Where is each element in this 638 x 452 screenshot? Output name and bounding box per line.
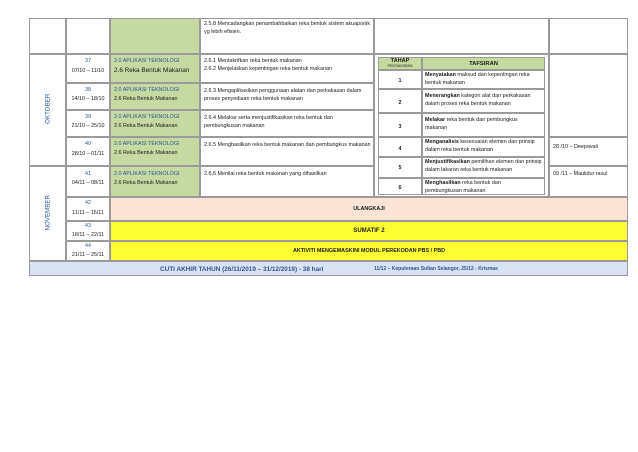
ulangkaji-row [110,197,628,221]
tafsiran-desc-cell [422,89,545,113]
level-number: 5 [398,165,402,171]
week-cell [66,54,110,83]
ulangkaji-label: ULANGKAJI [353,206,385,212]
level-number: 4 [398,146,402,152]
tahap-sub-label: PENTAKSIRAN [387,64,413,68]
level-number: 1 [398,78,402,84]
tafsiran-desc-cell [422,113,545,137]
topic-cell [110,110,200,137]
topic-unit: 2.6 Reka Bentuk Makanan [114,180,178,186]
top-empty-topic [110,18,200,54]
level-cell [378,113,422,137]
standard-cell [200,137,374,166]
month-label-november: NOVEMBER [44,195,52,231]
tahap-label: TAHAP [390,58,410,64]
sumatif-label: SUMATIF 2 [353,228,385,234]
week-cell [66,166,110,197]
standard-cell [200,54,374,83]
topic-title: 2.0 APLIKASI TEKNOLOGI [114,114,180,120]
week-cell [66,241,110,261]
notes-cell [549,137,628,166]
holiday-main-text: CUTI AKHIR TAHUN (26/11/2019 – 31/12/2019) - 38 hari [160,266,324,273]
standard-cell [200,110,374,137]
topic-title: 2.0 APLIKASI TEKNOLOGI [114,58,180,64]
topic-title: 2.0 APLIKASI TEKNOLOGI [114,87,180,93]
week-cell [66,83,110,110]
week-date: 18/11 – 22/11 [71,232,105,238]
top-empty-tafsiran [374,18,549,54]
week-number: 43 [85,223,91,229]
week-number: 39 [85,114,91,120]
top-empty-notes [549,18,628,54]
sumatif-row [110,221,628,241]
top-empty-week [66,18,110,54]
topic-unit: 2.6 Reka Bentuk Makanan [114,96,178,102]
topic-cell [110,83,200,110]
standard-cell [200,166,374,197]
topic-unit: 2.6 Reka Bentuk Makanan [114,67,190,74]
note-maulidur-rasul: 09 /11 – Maulidur rasul [553,171,608,177]
level-cell [378,157,422,178]
week-cell [66,110,110,137]
week-number: 37 [85,58,91,64]
tafsiran-header-tafsiran [422,57,545,70]
week-date: 14/10 – 18/10 [71,96,105,102]
week-date: 11/11 – 15/11 [72,210,104,216]
topic-title: 2.0 APLIKASI TEKNOLOGI [114,141,180,147]
week-number: 44 [85,243,91,249]
tafsiran-desc: Melakar reka bentuk dan pembungkus makanan [425,117,518,131]
topic-cell [110,137,200,166]
tafsiran-label: TAFSIRAN [469,61,498,67]
standard-text: 2.6.1 Mentakrifkan reka bentuk makanan 2.6.2 Menjelaskan kepentingan reka bentuk makanan [204,58,332,72]
level-number: 2 [398,100,402,106]
level-number: 3 [398,124,402,130]
tafsiran-desc-cell [422,178,545,195]
week-cell [66,221,110,241]
top-empty-month [29,18,66,54]
note-deepavali: 28 /10 – Deepavali [553,144,598,150]
standard-text: 2.6.4 Melakar serta menjustifikasikan reka bentuk dan pembungkusan makanan [204,115,333,129]
level-cell [378,89,422,113]
topic-cell [110,54,200,83]
level-cell [378,70,422,89]
tafsiran-desc: Menjustifikasikan pemilihan elemen dan prinsip dalam lakaran reka bentuk makanan [425,159,542,173]
notes-cell [549,166,628,197]
tafsiran-desc-cell [422,70,545,89]
topic-unit: 2.6 Reka Bentuk Makanan [114,123,178,129]
standard-text: 2.6.5 Menghasilkan reka bentuk makanan dan pembungkus makanan [204,142,371,148]
week-date: 07/10 – 11/10 [71,68,105,74]
week-date: 21/11 – 25/11 [71,252,105,258]
standard-text: 2.6.6 Menilai reka bentuk makanan yang dihasilkan [204,171,327,177]
tafsiran-header-tahap [378,57,422,70]
topic-cell [110,166,200,197]
standard-cell [200,83,374,110]
topic-unit: 2.6 Reka Bentuk Makanan [114,150,178,156]
month-cell-november [29,166,66,261]
level-cell [378,137,422,157]
tafsiran-desc: Menganalisis kesesuaian elemen dan prinsip dalam reka bentuk makanan [425,139,535,153]
week-cell [66,197,110,221]
tafsiran-desc: Menghasilkan reka bentuk dan pembungkusan makanan [425,180,501,194]
topic-title: 2.0 APLIKASI TEKNOLOGI [114,171,180,177]
notes-empty [549,54,628,137]
level-number: 6 [398,185,402,191]
tafsiran-desc: Menerangkan kategori alat dan perkakasan dalam proses reka bentuk makanan [425,93,531,107]
holiday-extra-text: 11/12 – Keputeraan Sultan Selangor, 25/12 - Krismas [374,266,498,272]
holiday-footer-row [29,261,628,276]
month-label-oktober: OKTOBER [44,93,52,124]
tafsiran-desc-cell [422,137,545,157]
week-date: 21/10 – 25/10 [71,123,105,129]
aktiviti-row [110,241,628,261]
week-date: 04/11 – 08/11 [71,180,105,186]
standard-text: 2.6.3 Mengaplikasikan penggunaan alatan dan perkakasan dalam proses penyediaan reka bentuk makanan [204,88,362,102]
level-cell [378,178,422,195]
tafsiran-desc: Menyatakan maksud dan kepentingan reka bentuk makanan [425,72,530,86]
top-standard-text: 2.5.8 Mencadangkan penambahbaikan reka bentuk sistem akuaponik yg lebih efisien. [204,21,371,35]
week-number: 40 [85,141,91,147]
month-cell-oktober [29,54,66,166]
tafsiran-desc-cell [422,157,545,178]
aktiviti-label: AKTIVITI MENGEMASKINI MODUL PEREKODAN PBS / PBD [292,248,446,254]
week-number: 38 [85,87,91,93]
week-date: 28/10 – 01/11 [71,151,105,157]
week-number: 42 [85,200,91,206]
top-standard-cell [200,18,374,54]
week-cell [66,137,110,166]
week-number: 41 [85,171,91,177]
